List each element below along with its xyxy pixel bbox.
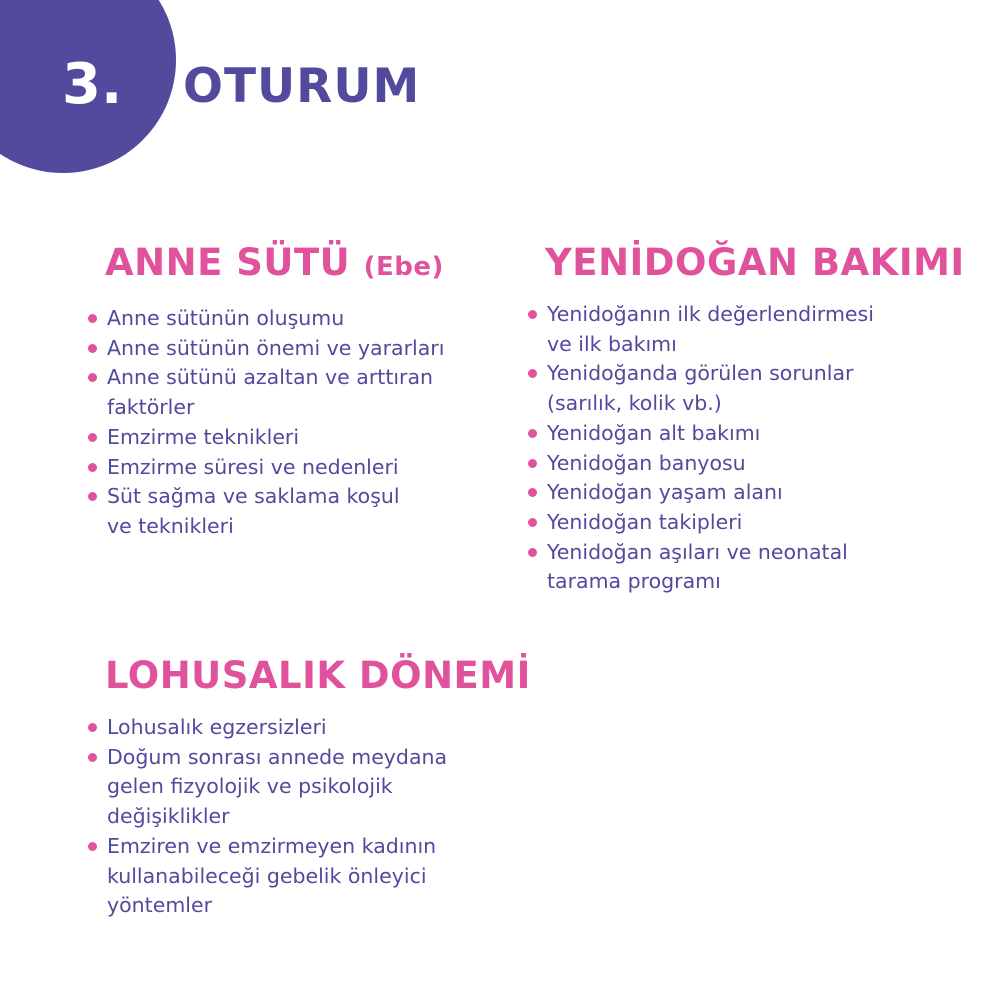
bullet-icon: [88, 433, 97, 442]
item-list: [88, 304, 468, 542]
section-title: [88, 240, 468, 290]
list-item-text: Emziren ve emzirmeyen kadının kullanabileceği gebelik önleyici yöntemler: [107, 833, 437, 918]
bullet-icon: [88, 344, 97, 353]
list-item-text: Yenidoğan banyosu: [547, 450, 746, 475]
list-item-text: Yenidoğan takipleri: [547, 509, 743, 534]
list-item-text: Yenidoğanda görülen sorunlar (sarılık, kolik vb.): [547, 361, 854, 416]
list-item: [88, 743, 452, 832]
item-list: [528, 300, 968, 597]
list-item: [528, 538, 867, 597]
list-item: [88, 423, 452, 453]
list-item-text: Emzirme teknikleri: [107, 424, 300, 449]
list-item-text: Yenidoğan alt bakımı: [547, 420, 761, 445]
bullet-icon: [528, 429, 537, 438]
section-title: YENİDOĞAN BAKIMI: [545, 241, 965, 284]
list-item: [88, 334, 452, 364]
list-item: [88, 363, 452, 422]
bullet-icon: [88, 492, 97, 501]
list-item-text: Yenidoğanın ilk değerlendirmesi ve ilk bakımı: [547, 302, 874, 356]
list-item-text: Süt sağma ve saklama koşul ve teknikleri: [107, 484, 400, 538]
list-item: [88, 713, 452, 743]
bullet-icon: [528, 310, 537, 319]
list-item: [528, 359, 887, 418]
bullet-icon: [88, 723, 97, 732]
list-item: [528, 419, 887, 449]
list-item: [528, 478, 887, 508]
section-title-text: ANNE SÜTÜ: [105, 241, 351, 284]
section-anne-sutu: [88, 240, 468, 542]
bullet-icon: [528, 518, 537, 527]
list-item-text: Anne sütünün önemi ve yararları: [107, 335, 445, 360]
list-item: [528, 508, 887, 538]
section-lohusalik-donemi: [88, 653, 531, 921]
list-item-text: Yenidoğan aşıları ve neonatal tarama programı: [547, 539, 848, 594]
section-yenidogan-bakimi: [528, 240, 968, 597]
bullet-icon: [528, 459, 537, 468]
list-item-text: Doğum sonrası annede meydana gelen fizyolojik ve psikolojik değişiklikler: [107, 744, 448, 829]
session-title: OTURUM: [183, 59, 421, 114]
item-list: [88, 713, 488, 921]
bullet-icon: [528, 369, 537, 378]
list-item-text: Lohusalık egzersizleri: [107, 715, 327, 739]
session-number: 3.: [62, 52, 123, 117]
bullet-icon: [88, 373, 97, 382]
bullet-icon: [528, 488, 537, 497]
bullet-icon: [88, 842, 97, 851]
section-title: LOHUSALIK DÖNEMİ: [105, 654, 531, 697]
section-subtitle: (Ebe): [363, 252, 444, 282]
list-item: [88, 482, 407, 541]
list-item-text: Anne sütünün oluşumu: [107, 306, 345, 330]
list-item-text: Anne sütünü azaltan ve arttıran faktörler: [107, 365, 434, 420]
bullet-icon: [528, 548, 537, 557]
bullet-icon: [88, 463, 97, 472]
list-item-text: Emzirme süresi ve nedenleri: [107, 454, 399, 479]
bullet-icon: [88, 753, 97, 762]
list-item: [88, 304, 452, 334]
list-item: [88, 453, 452, 483]
bullet-icon: [88, 314, 97, 323]
list-item: [528, 449, 887, 479]
list-item: [88, 832, 452, 921]
list-item-text: Yenidoğan yaşam alanı: [547, 480, 783, 505]
list-item: [528, 300, 887, 359]
